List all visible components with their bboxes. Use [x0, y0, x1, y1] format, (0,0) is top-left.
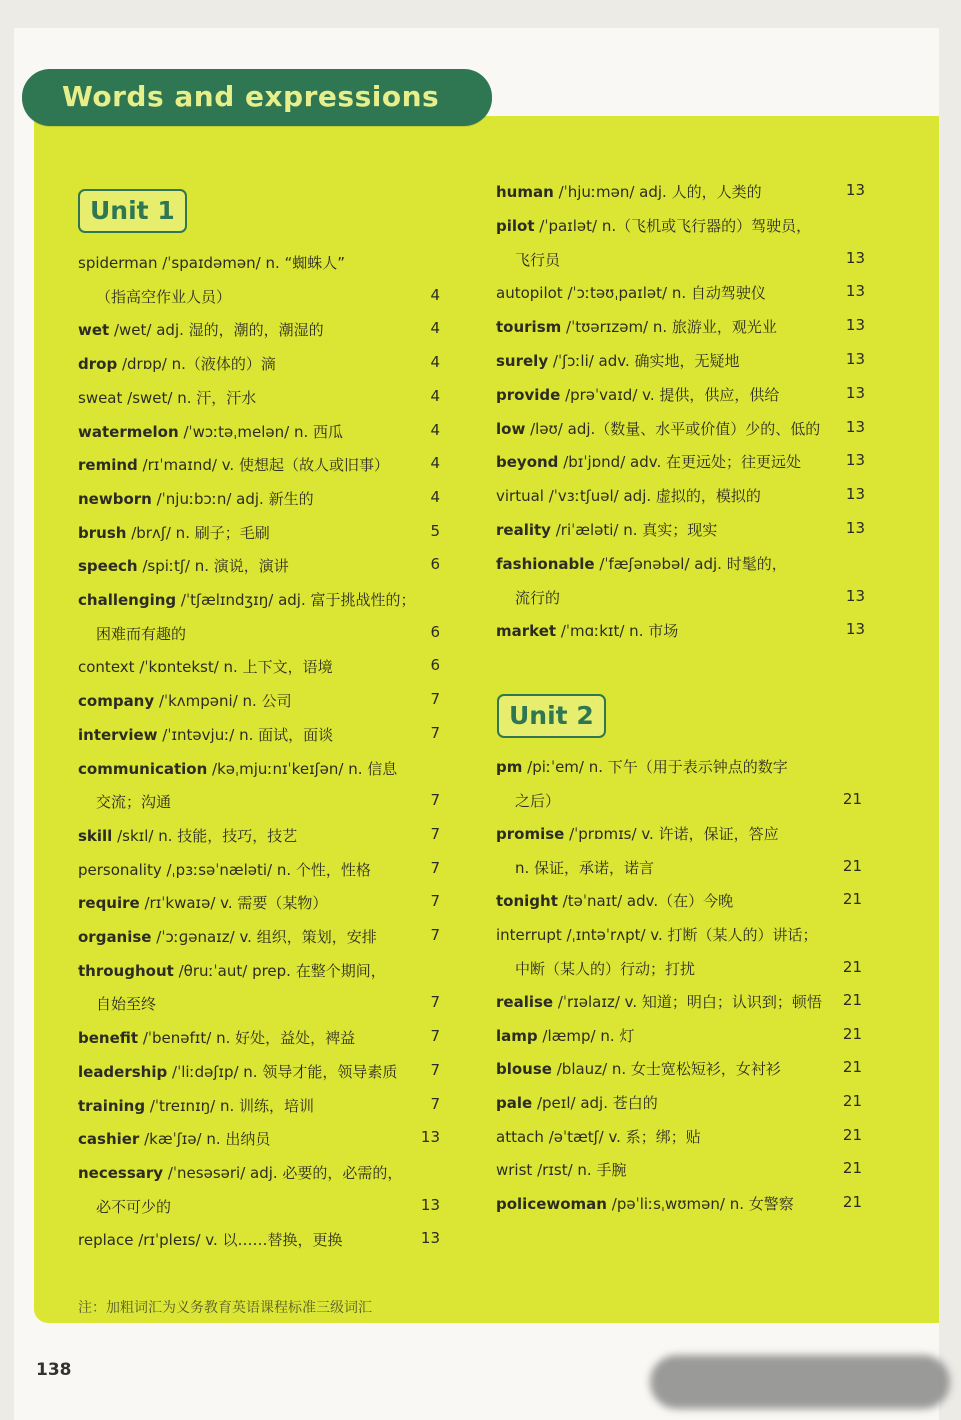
vocab-definition: /ˈrɪəlaɪz/ v. 知道；明白；认识到；顿悟	[557, 993, 822, 1012]
page-reference: 13	[845, 417, 865, 436]
vocab-definition: /swet/ n. 汗，汗水	[127, 388, 257, 407]
vocab-word: interrupt	[496, 926, 562, 944]
vocab-word: organise	[78, 928, 152, 946]
vocab-entry	[496, 890, 733, 911]
page-reference: 21	[842, 856, 862, 875]
vocab-word: replace	[78, 1231, 134, 1250]
vocab-word: training	[78, 1096, 146, 1115]
page-reference: 7	[430, 1094, 440, 1113]
page-reference: 21	[842, 1024, 862, 1043]
vocab-word: realise	[496, 993, 554, 1012]
vocab-definition: /blauz/ n. 女士宽松短衫，女衬衫	[556, 1060, 781, 1079]
vocab-word: tourism	[496, 318, 562, 337]
page-reference: 4	[430, 319, 440, 338]
vocab-entry	[78, 387, 256, 408]
vocab-word: watermelon	[78, 422, 179, 441]
vocab-entry	[515, 249, 560, 270]
page-reference: 21	[842, 991, 862, 1010]
page-reference: 21	[842, 890, 862, 909]
vocab-entry	[496, 1025, 634, 1046]
vocab-entry	[78, 724, 333, 745]
vocab-definition: /əˈtætʃ/ v. 系；绑；贴	[548, 1127, 701, 1146]
page-reference: 13	[845, 586, 865, 605]
vocab-entry	[78, 488, 314, 509]
vocab-entry	[96, 1196, 171, 1217]
vocab-definition: /drɒp/ n.（液体的）滴	[121, 355, 276, 374]
vocab-definition: /bɪˈjɒnd/ adv. 在更远处；往更远处	[563, 453, 801, 472]
vocab-definition: /ˈhjuːmən/ adj. 人的，人类的	[558, 183, 762, 201]
page-reference: 13	[420, 1195, 440, 1214]
vocab-word: context	[78, 658, 135, 677]
vocab-entry	[515, 790, 560, 811]
vocab-definition: /ˈvɜːtʃuəl/ adj. 虚拟的，模拟的	[548, 487, 761, 506]
vocab-word: tonight	[496, 892, 558, 911]
unit-1-heading: Unit 1	[78, 189, 187, 233]
vocab-entry	[496, 215, 811, 236]
vocab-definition: /ˈliːdəʃɪp/ n. 领导才能，领导素质	[172, 1062, 398, 1081]
vocab-definition: （指高空作业人员）	[96, 287, 232, 306]
vocab-definition: /ləʊ/ adj.（数量、水平或价值）少的、低的	[530, 419, 821, 438]
vocab-definition: /ˌpɜːsəˈnæləti/ n. 个性，性格	[166, 860, 371, 879]
vocab-definition: /θruːˈaut/ prep. 在整个期间，	[178, 961, 386, 980]
vocab-entry	[78, 859, 371, 880]
vocab-entry	[515, 958, 695, 979]
vocab-word: pm	[496, 758, 523, 776]
vocab-word: challenging	[78, 591, 177, 609]
vocab-definition: /rɪˈmaɪnd/ v. 使想起（故人或旧事）	[142, 456, 389, 475]
vocab-definition: /rɪˈpleɪs/ v. 以……替换，更换	[138, 1231, 343, 1250]
page-reference: 13	[845, 248, 865, 267]
vocab-entry	[96, 791, 171, 812]
vocab-entry	[96, 623, 186, 644]
page-reference: 7	[430, 690, 440, 709]
page-reference: 4	[430, 454, 440, 473]
page-reference: 4	[430, 386, 440, 405]
vocab-definition: 交流；沟通	[96, 793, 172, 812]
vocab-word: autopilot	[496, 284, 563, 303]
vocab-definition: /ˈmɑːkɪt/ n. 市场	[560, 622, 679, 641]
page-number: 138	[36, 1360, 72, 1380]
vocab-definition: /riˈæləti/ n. 真实；现实	[555, 521, 718, 539]
vocab-definition: /ˈwɔːtəˌmelən/ n. 西瓜	[183, 422, 344, 441]
vocab-entry	[78, 690, 292, 711]
page-reference: 6	[430, 656, 440, 675]
vocab-definition: /læmp/ n. 灯	[542, 1026, 635, 1045]
vocab-entry	[496, 823, 779, 844]
vocab-word: human	[496, 183, 554, 201]
vocab-entry	[78, 589, 416, 610]
vocab-word: pilot	[496, 216, 535, 235]
vocab-definition: /ˈɔːɡənaɪz/ v. 组织，策划，安排	[156, 928, 377, 946]
page-reference: 4	[430, 487, 440, 506]
vocab-entry	[78, 1095, 314, 1116]
vocab-word: benefit	[78, 1029, 139, 1048]
vocab-definition: /ˈnjuːbɔːn/ adj. 新生的	[156, 489, 314, 508]
vocab-entry	[496, 519, 717, 540]
page-reference: 4	[430, 285, 440, 304]
vocab-definition: /rɪˈkwaɪə/ v. 需要（某物）	[144, 894, 328, 913]
vocab-definition: /prəˈvaɪd/ v. 提供，供应，供给	[565, 385, 780, 404]
vocab-word: pale	[496, 1094, 533, 1112]
vocab-definition: /ˈtʊərɪzəm/ n. 旅游业，观光业	[566, 318, 777, 337]
page-reference: 7	[430, 993, 440, 1012]
page-reference: 21	[842, 957, 862, 976]
vocab-word: interview	[78, 725, 158, 744]
vocab-definition: 飞行员	[515, 250, 561, 269]
vocab-word: remind	[78, 456, 138, 475]
vocab-definition: /təˈnaɪt/ adv.（在）今晚	[562, 892, 734, 911]
vocab-definition: /ˈtʃælɪndʒɪŋ/ adj. 富于挑战性的；	[180, 591, 416, 609]
vocab-word: brush	[78, 523, 127, 542]
vocab-definition: /ˌɪntəˈrʌpt/ v. 打断（某人的）讲话；	[566, 926, 818, 944]
vocab-entry	[96, 286, 231, 307]
vocab-definition: /ˈkɒntekst/ n. 上下文，语境	[139, 658, 333, 677]
vocab-definition: 流行的	[515, 588, 561, 607]
vocab-entry	[78, 1162, 402, 1183]
vocab-entry	[78, 252, 345, 273]
vocab-definition: /ˈtreɪnɪŋ/ n. 训练，培训	[149, 1096, 315, 1115]
vocab-entry	[78, 1027, 355, 1048]
vocab-entry	[78, 555, 289, 576]
page-reference: 21	[842, 789, 862, 808]
page-reference: 13	[420, 1229, 440, 1248]
vocab-definition: /brʌʃ/ n. 刷子；毛刷	[131, 523, 270, 542]
vocab-definition: /piːˈem/ n. 下午（用于表示钟点的数字	[527, 758, 788, 776]
vocab-definition: /ˈʃɔːli/ adv. 确实地，无疑地	[552, 352, 740, 370]
vocab-entry	[496, 1193, 794, 1214]
vocab-definition: 困难而有趣的	[96, 624, 187, 643]
page-reference: 13	[845, 451, 865, 470]
vocab-definition: /ˈfæʃənəbəl/ adj. 时髦的，	[599, 554, 787, 573]
vocab-word: wrist	[496, 1161, 533, 1180]
vocab-word: surely	[496, 352, 549, 370]
vocab-word: require	[78, 894, 140, 913]
vocab-word: newborn	[78, 489, 152, 508]
vocab-word: low	[496, 419, 526, 438]
vocab-entry	[496, 1159, 626, 1180]
vocab-entry	[78, 892, 327, 913]
section-title: Words and expressions	[62, 80, 440, 113]
page-reference: 21	[842, 1092, 862, 1110]
vocab-definition: /wet/ adj. 湿的，潮的，潮湿的	[113, 321, 324, 340]
page-reference: 6	[430, 555, 440, 574]
vocab-definition: 自始至终	[96, 995, 157, 1014]
vocab-definition: /spiːtʃ/ n. 演说，演讲	[142, 557, 289, 576]
vocab-entry	[78, 1128, 270, 1149]
vocab-word: lamp	[496, 1026, 538, 1045]
vocab-word: personality	[78, 860, 162, 879]
vocab-word: virtual	[496, 487, 544, 506]
vocab-entry	[78, 319, 324, 340]
vocab-definition: /ˈnesəsəri/ adj. 必要的，必需的，	[167, 1163, 403, 1182]
vocab-word: wet	[78, 321, 110, 340]
vocab-word: company	[78, 692, 155, 711]
vocab-entry	[515, 587, 560, 608]
page-reference: 13	[845, 282, 865, 301]
vocab-definition: /ˈspaɪdəmən/ n. “蜘蛛人”	[162, 254, 346, 272]
vocab-entry	[496, 384, 779, 405]
vocab-word: spiderman	[78, 254, 158, 272]
vocab-entry	[496, 316, 777, 337]
vocab-definition: /skɪl/ n. 技能，技巧，技艺	[117, 826, 298, 845]
vocab-definition: 必不可少的	[96, 1197, 172, 1216]
vocab-definition: 中断（某人的）行动；打扰	[515, 959, 696, 978]
vocab-entry	[78, 825, 297, 846]
vocab-definition: /ˈɔːtəʊˌpaɪlət/ n. 自动驾驶仪	[567, 284, 766, 303]
vocab-definition: /pəˈliːsˌwʊmən/ n. 女警察	[611, 1194, 794, 1213]
page-reference: 7	[430, 723, 440, 742]
vocab-word: throughout	[78, 961, 174, 980]
vocab-entry	[96, 993, 156, 1014]
page-reference: 13	[845, 485, 865, 504]
vocab-entry	[78, 960, 386, 981]
vocab-entry	[78, 926, 377, 947]
vocab-word: blouse	[496, 1060, 552, 1079]
vocab-entry	[496, 756, 788, 777]
page-reference: 7	[430, 824, 440, 843]
page-reference: 7	[430, 791, 440, 810]
vocab-entry	[496, 350, 740, 371]
page-reference: 13	[845, 383, 865, 402]
vocab-word: cashier	[78, 1130, 140, 1149]
page-reference: 5	[430, 521, 440, 540]
vocab-entry	[496, 1092, 658, 1113]
vocab-entry	[496, 991, 822, 1012]
vocab-entry	[78, 1061, 397, 1082]
vocab-definition: 之后）	[515, 791, 561, 810]
vocab-entry	[78, 1229, 343, 1250]
page-reference: 13	[845, 181, 865, 199]
blurred-smudge	[650, 1355, 950, 1409]
page-reference: 6	[430, 622, 440, 641]
page-reference: 13	[845, 620, 865, 639]
vocab-definition: /rɪst/ n. 手腕	[537, 1161, 627, 1180]
page-reference: 7	[430, 926, 440, 944]
vocab-word: communication	[78, 759, 208, 778]
vocab-definition: /ˈprɒmɪs/ v. 许诺，保证，答应	[569, 825, 779, 844]
vocab-entry	[78, 522, 270, 543]
vocab-definition: n. 保证，承诺，诺言	[515, 858, 655, 877]
page-reference: 7	[430, 1027, 440, 1046]
vocab-word: leadership	[78, 1062, 168, 1081]
page-reference: 21	[842, 1159, 862, 1178]
vocab-entry	[496, 181, 762, 202]
vocab-entry	[496, 1126, 701, 1147]
vocab-entry	[496, 553, 787, 574]
page-reference: 13	[845, 350, 865, 368]
vocab-entry	[496, 485, 761, 506]
page-reference: 21	[842, 1125, 862, 1144]
vocab-word: promise	[496, 825, 565, 844]
vocab-word: speech	[78, 557, 138, 576]
footnote: 注：加粗词汇为义务教育英语课程标准三级词汇	[78, 1300, 372, 1316]
vocab-entry	[496, 451, 801, 472]
vocab-word: skill	[78, 826, 113, 845]
vocab-definition: /ˈɪntəvjuː/ n. 面试，面谈	[162, 725, 334, 744]
vocab-entry	[78, 421, 343, 442]
vocab-definition: /kəˌmjuːnɪˈkeɪʃən/ n. 信息	[212, 759, 398, 778]
vocab-word: fashionable	[496, 554, 595, 573]
vocab-word: attach	[496, 1127, 544, 1146]
page-reference: 21	[842, 1192, 862, 1211]
vocab-word: necessary	[78, 1163, 164, 1182]
page-reference: 13	[845, 316, 865, 335]
page-reference: 7	[430, 1060, 440, 1079]
page-reference: 4	[430, 420, 440, 439]
unit-2-heading: Unit 2	[497, 694, 606, 738]
page-reference: 7	[430, 892, 440, 911]
vocab-entry	[515, 857, 654, 878]
vocab-entry	[78, 656, 333, 677]
vocab-word: beyond	[496, 453, 559, 472]
vocab-entry	[496, 282, 766, 303]
vocab-definition: /peɪl/ adj. 苍白的	[536, 1094, 658, 1112]
vocab-word: provide	[496, 385, 561, 404]
vocab-word: policewoman	[496, 1194, 607, 1213]
page-reference: 4	[430, 353, 440, 372]
vocab-word: drop	[78, 355, 118, 374]
vocab-definition: /kæˈʃɪə/ n. 出纳员	[144, 1130, 271, 1149]
vocab-entry	[496, 1058, 781, 1079]
page-reference: 13	[420, 1128, 440, 1147]
vocab-word: reality	[496, 521, 551, 539]
vocab-entry	[496, 418, 820, 439]
page-reference: 7	[430, 858, 440, 877]
vocab-entry	[78, 758, 397, 779]
page-reference: 21	[842, 1058, 862, 1077]
vocab-entry	[78, 353, 276, 374]
vocab-definition: /ˈpaɪlət/ n.（飞机或飞行器的）驾驶员，	[539, 216, 812, 235]
vocab-word: sweat	[78, 388, 123, 407]
vocab-entry	[496, 620, 678, 641]
vocab-definition: /ˈbenəfɪt/ n. 好处，益处，裨益	[142, 1029, 356, 1048]
vocab-definition: /ˈkʌmpəni/ n. 公司	[158, 692, 292, 711]
page-reference: 13	[845, 519, 865, 537]
vocab-entry	[496, 924, 818, 945]
vocab-word: market	[496, 622, 557, 641]
vocab-entry	[78, 454, 389, 475]
